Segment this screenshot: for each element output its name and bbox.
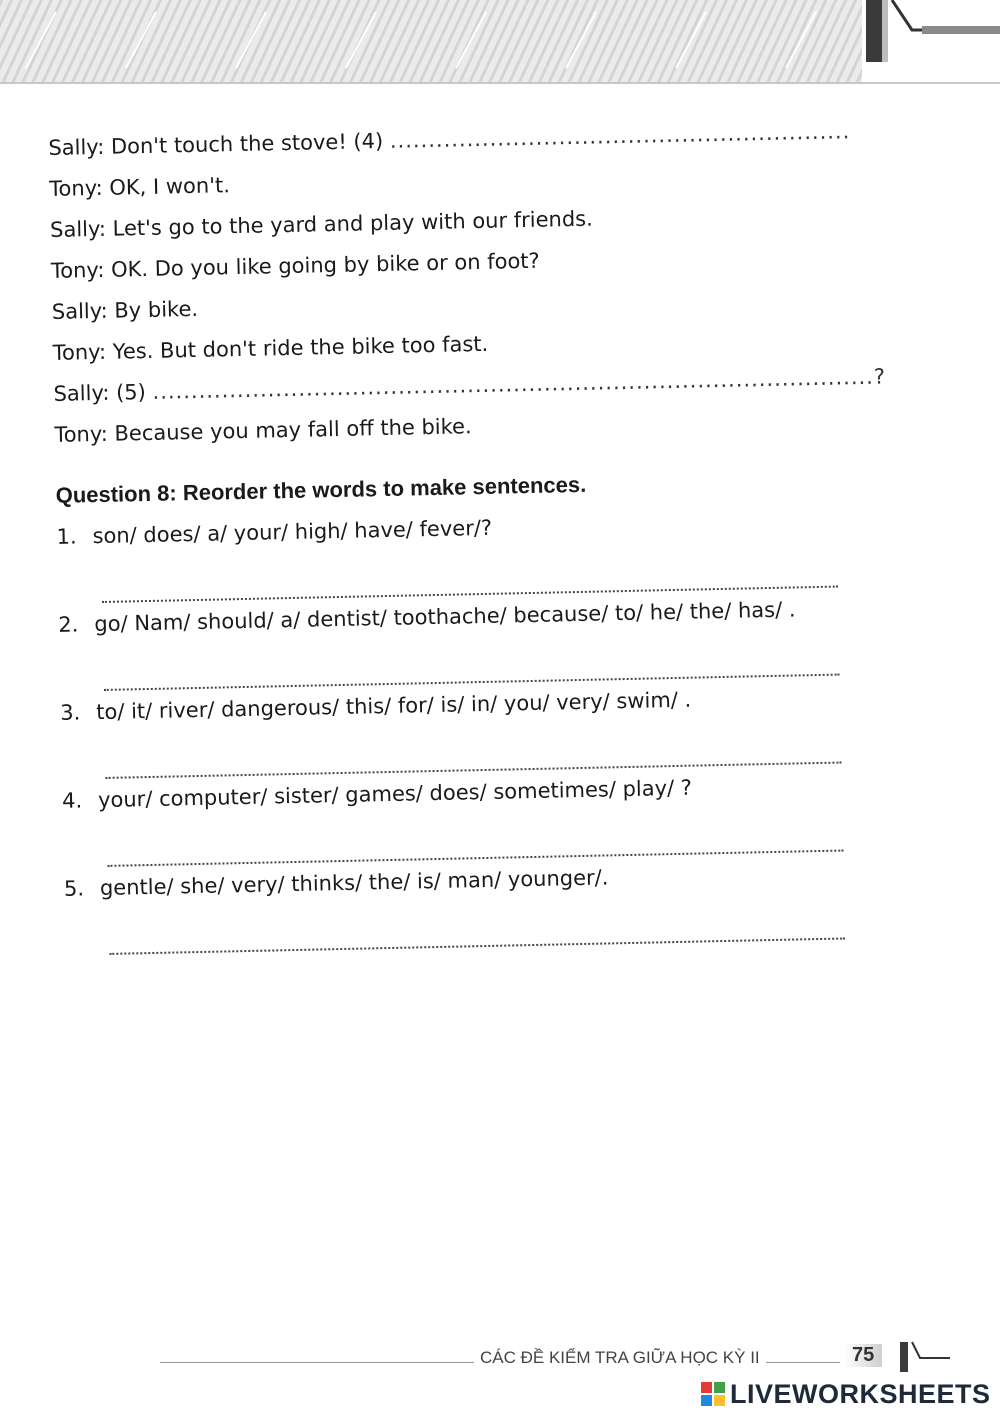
header-decor-stripe xyxy=(675,11,707,68)
dialogue-speaker: Tony: xyxy=(49,175,103,201)
reorder-list xyxy=(56,499,865,956)
logo-square xyxy=(713,1394,726,1407)
dialogue-text: Because you may fall off the bike. xyxy=(107,414,472,446)
header-decor-stripe xyxy=(345,11,377,68)
item-number: 1. xyxy=(56,524,77,549)
logo-square xyxy=(700,1381,713,1394)
dialogue-text: OK, I won't. xyxy=(102,173,231,200)
item-number: 5. xyxy=(63,876,85,901)
page-footer xyxy=(160,1340,950,1380)
footer-bracket-icon xyxy=(898,1340,950,1376)
dialogue-section xyxy=(48,111,887,456)
header-decor-stripe xyxy=(235,11,267,68)
header-decor-stripe xyxy=(125,11,157,68)
header-decor-stripe xyxy=(25,11,57,68)
header-decor-stripe xyxy=(785,11,817,68)
item-number: 2. xyxy=(58,612,79,637)
dialogue-text: Let's go to the yard and play with our friends. xyxy=(105,206,594,241)
item-words: gentle/ she/ very/ thinks/ the/ is/ man/ younger/. xyxy=(99,865,609,901)
answer-blank-4[interactable]: ............................................................ xyxy=(389,119,851,153)
logo-square xyxy=(700,1394,713,1407)
dialogue-speaker: Tony: xyxy=(50,257,105,283)
item-number: 3. xyxy=(60,700,81,725)
page-number: 75 xyxy=(844,1344,882,1367)
dialogue-speaker: Sally: xyxy=(49,216,107,242)
item-words: your/ computer/ sister/ games/ does/ sometimes/ play/ ? xyxy=(97,775,693,813)
dialogue-text: (5) xyxy=(109,379,153,405)
dialogue-text: OK. Do you like going by bike or on foot? xyxy=(104,248,540,282)
dialogue-speaker: Sally: xyxy=(51,298,108,324)
answer-blank-5[interactable]: ..............................................................................................? xyxy=(152,364,887,404)
liveworksheets-logo-icon xyxy=(700,1381,726,1407)
header-bracket-icon xyxy=(862,0,1000,82)
dialogue-text: Don't touch the stove! (4) xyxy=(103,128,391,159)
logo-square xyxy=(713,1381,726,1394)
dialogue-speaker: Sally: xyxy=(48,134,105,160)
dialogue-speaker: Tony: xyxy=(54,421,109,447)
dialogue-speaker: Tony: xyxy=(52,339,107,365)
dialogue-speaker: Sally: xyxy=(53,380,110,406)
footer-title: CÁC ĐỀ KIỂM TRA GIỮA HỌC KỲ II xyxy=(474,1348,766,1368)
item-words: son/ does/ a/ your/ high/ have/ fever/? xyxy=(92,515,493,549)
item-words: go/ Nam/ should/ a/ dentist/ toothache/ because/ to/ he/ the/ has/ . xyxy=(94,597,796,637)
item-number: 4. xyxy=(61,788,83,813)
header-decor-stripe xyxy=(565,11,597,68)
item-words: to/ it/ river/ dangerous/ this/ for/ is/ in/ you/ very/ swim/ . xyxy=(95,687,692,725)
watermark-text: LIVEWORKSHEETS xyxy=(730,1378,991,1409)
page-header-band xyxy=(0,0,1000,84)
dialogue-text: By bike. xyxy=(107,296,199,323)
worksheet-content xyxy=(48,111,887,956)
dialogue-text: Yes. But don't ride the bike too fast. xyxy=(105,331,489,364)
liveworksheets-watermark xyxy=(700,1376,996,1412)
header-decor-stripe xyxy=(455,11,487,68)
question-8-title: Question 8: Reorder the words to make sentences. xyxy=(55,471,587,508)
